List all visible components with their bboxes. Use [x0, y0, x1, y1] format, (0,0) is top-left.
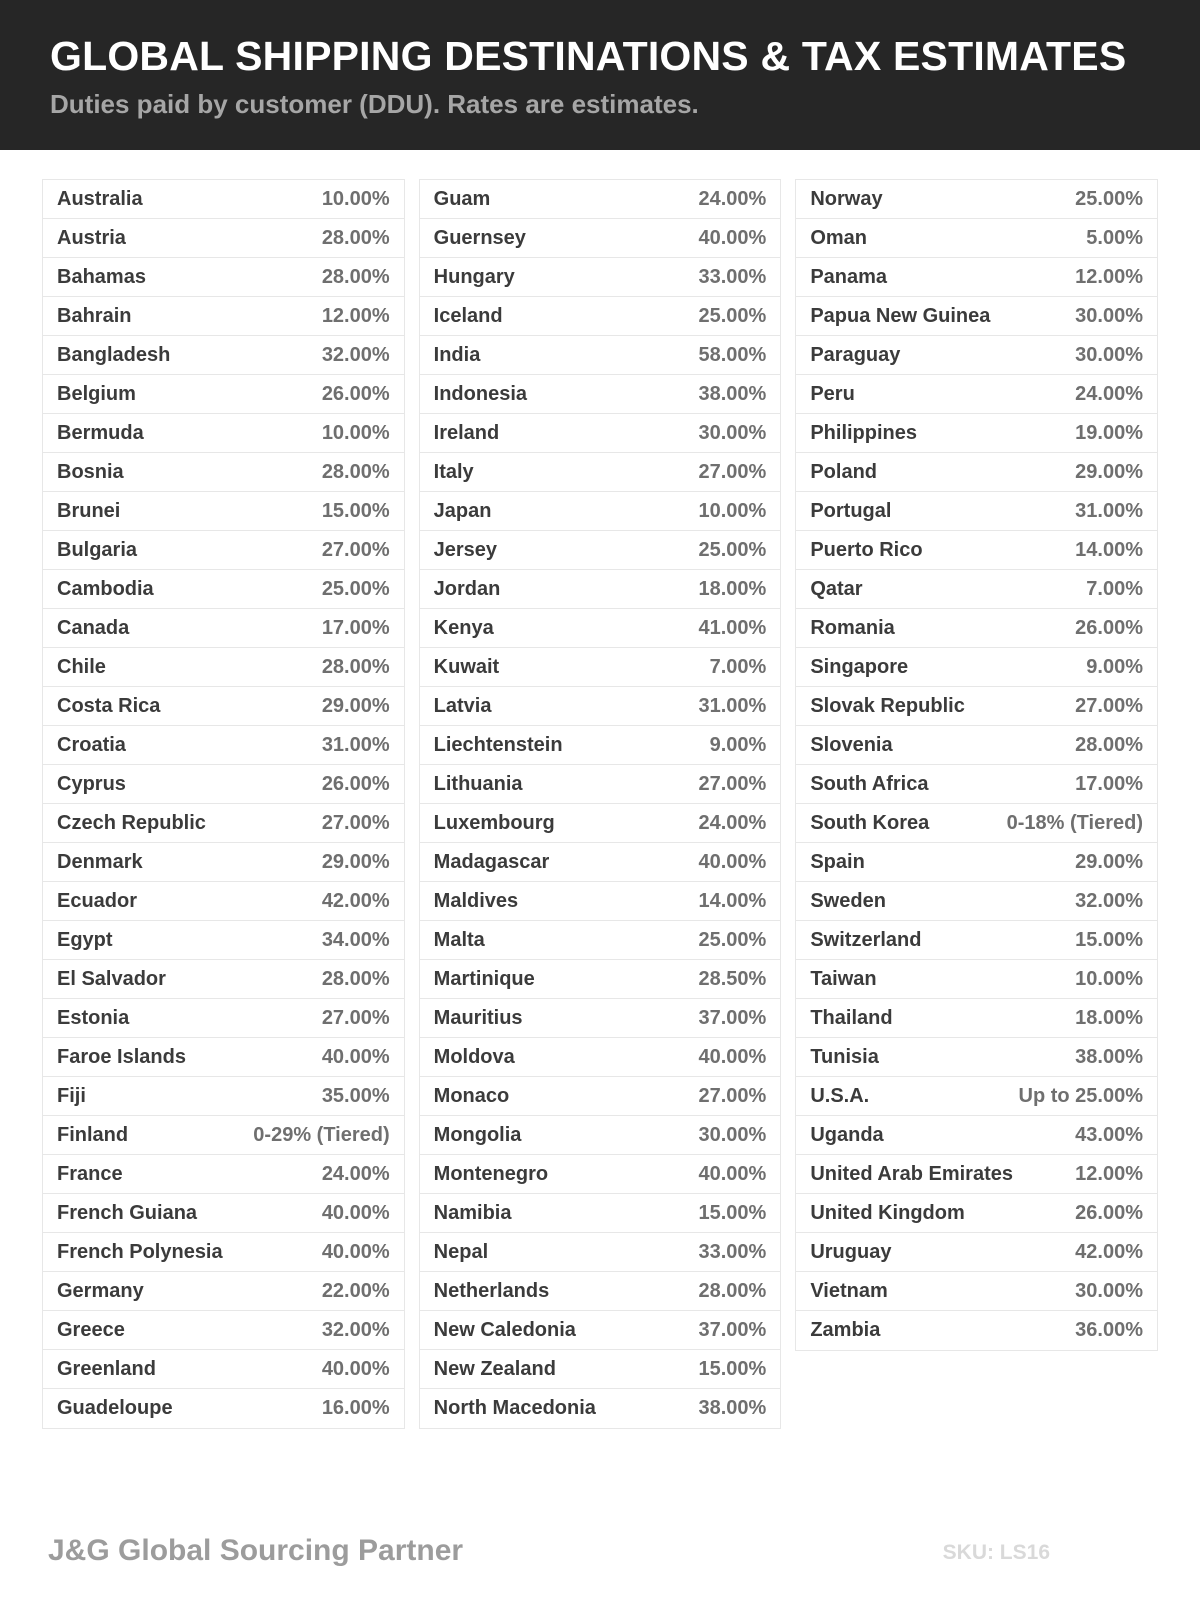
country-name: Greenland	[57, 1357, 156, 1380]
country-name: Zambia	[810, 1319, 881, 1341]
table-row	[796, 921, 1157, 960]
tax-rate: 34.00%	[321, 928, 390, 951]
country-name: Moldova	[433, 1045, 515, 1068]
table-row	[420, 1389, 781, 1428]
table-row	[420, 453, 781, 492]
rate-column-3	[795, 179, 1158, 1351]
country-name: Panama	[810, 265, 888, 288]
table-row	[43, 804, 404, 843]
table-row	[796, 804, 1157, 843]
tax-rate: 28.00%	[698, 1279, 767, 1302]
table-row	[43, 648, 404, 687]
country-name: Lithuania	[433, 772, 523, 795]
country-name: Bosnia	[57, 460, 124, 483]
country-name: India	[433, 343, 481, 366]
table-row	[796, 1038, 1157, 1077]
table-row	[420, 492, 781, 531]
table-row	[420, 1350, 781, 1389]
table-row	[796, 1077, 1157, 1116]
tax-rate: 35.00%	[321, 1084, 390, 1107]
table-row	[420, 258, 781, 297]
tax-rate: 40.00%	[698, 850, 767, 873]
country-name: United Kingdom	[810, 1201, 965, 1224]
tax-rate: 40.00%	[321, 1045, 390, 1068]
table-row	[420, 297, 781, 336]
tax-rate: 24.00%	[321, 1162, 390, 1185]
tax-rate: 27.00%	[698, 1084, 767, 1107]
country-name: Czech Republic	[57, 811, 206, 834]
table-row	[796, 414, 1157, 453]
tax-rate: 38.00%	[1075, 1045, 1143, 1068]
tax-rate: 22.00%	[321, 1279, 390, 1302]
tax-rate: 9.00%	[1086, 655, 1143, 678]
country-name: France	[57, 1162, 123, 1185]
country-name: Taiwan	[810, 967, 877, 990]
tax-rate: 38.00%	[698, 1397, 767, 1419]
country-name: Singapore	[810, 655, 909, 678]
table-row	[796, 570, 1157, 609]
tax-rate: 31.00%	[698, 694, 767, 717]
country-name: Maldives	[433, 889, 519, 912]
country-name: Vietnam	[810, 1279, 888, 1302]
country-name: Madagascar	[433, 850, 550, 873]
country-name: Guernsey	[433, 226, 526, 249]
country-name: Papua New Guinea	[810, 304, 991, 327]
header	[0, 0, 1200, 150]
table-row	[420, 180, 781, 219]
country-name: Bermuda	[57, 421, 144, 444]
tax-rate: 7.00%	[709, 655, 767, 678]
tax-rate: 42.00%	[1075, 1240, 1143, 1263]
country-name: Bahrain	[57, 304, 132, 327]
table-row	[420, 1077, 781, 1116]
brand-name: J&G Global Sourcing Partner	[48, 1534, 464, 1567]
table-row	[420, 648, 781, 687]
country-name: Brunei	[57, 499, 121, 522]
country-name: Latvia	[433, 694, 492, 717]
rate-column-1	[42, 179, 405, 1429]
country-name: South Korea	[810, 811, 930, 834]
country-name: Fiji	[57, 1084, 86, 1107]
tax-rate: 29.00%	[1075, 460, 1143, 483]
tax-rate: 16.00%	[321, 1397, 390, 1419]
table-row	[43, 258, 404, 297]
table-row	[796, 687, 1157, 726]
tax-rate: 30.00%	[698, 421, 767, 444]
tax-rate: 5.00%	[1086, 226, 1143, 249]
country-name: Montenegro	[433, 1162, 549, 1185]
table-row	[420, 960, 781, 999]
table-row	[43, 180, 404, 219]
tax-rate: 31.00%	[321, 733, 390, 756]
tax-rate: 37.00%	[698, 1006, 767, 1029]
tax-rate: 41.00%	[698, 616, 767, 639]
table-row	[796, 258, 1157, 297]
tax-rate: 25.00%	[321, 577, 390, 600]
tax-rate: 10.00%	[698, 499, 767, 522]
table-row	[796, 531, 1157, 570]
tax-rate: 26.00%	[1075, 616, 1143, 639]
table-row	[420, 804, 781, 843]
table-row	[796, 1272, 1157, 1311]
table-row	[43, 1311, 404, 1350]
tax-rate: 40.00%	[321, 1240, 390, 1263]
tax-rate: 15.00%	[1075, 928, 1143, 951]
tax-rate: 18.00%	[1075, 1006, 1143, 1029]
tax-rate: 30.00%	[1075, 1279, 1143, 1302]
tax-rate: 40.00%	[698, 226, 767, 249]
tax-rate: 27.00%	[698, 460, 767, 483]
tax-rate: 29.00%	[1075, 850, 1143, 873]
table-row	[43, 570, 404, 609]
table-row	[420, 414, 781, 453]
tax-rate: 28.00%	[321, 265, 390, 288]
country-name: Philippines	[810, 421, 918, 444]
table-row	[796, 492, 1157, 531]
country-name: Croatia	[57, 733, 126, 756]
country-name: French Guiana	[57, 1201, 198, 1224]
tax-rate: 30.00%	[1075, 304, 1143, 327]
table-row	[420, 882, 781, 921]
country-name: Uganda	[810, 1123, 884, 1146]
table-row	[43, 1155, 404, 1194]
tax-rate: 40.00%	[321, 1201, 390, 1224]
country-name: Costa Rica	[57, 694, 161, 717]
page-subtitle: Duties paid by customer (DDU). Rates are estimates.	[50, 89, 699, 119]
table-row	[420, 219, 781, 258]
table-row	[43, 843, 404, 882]
table-row	[420, 336, 781, 375]
table-row	[796, 1194, 1157, 1233]
tax-rate: 43.00%	[1075, 1123, 1143, 1146]
country-name: Namibia	[433, 1201, 512, 1224]
country-name: U.S.A.	[810, 1084, 870, 1107]
tax-rate: 15.00%	[321, 499, 390, 522]
country-name: Jersey	[433, 538, 498, 561]
country-name: Portugal	[810, 499, 892, 522]
country-name: Malta	[433, 928, 485, 951]
table-row	[43, 1350, 404, 1389]
table-row	[43, 1116, 404, 1155]
tax-rate: 26.00%	[321, 382, 390, 405]
table-row	[43, 414, 404, 453]
table-row	[43, 960, 404, 999]
table-row	[796, 960, 1157, 999]
country-name: Austria	[57, 226, 126, 249]
tax-rate: 0-18% (Tiered)	[1006, 811, 1143, 834]
table-row	[420, 1155, 781, 1194]
tax-rate: 31.00%	[1075, 499, 1143, 522]
table-row	[420, 726, 781, 765]
tax-rate: 17.00%	[1075, 772, 1143, 795]
country-name: Puerto Rico	[810, 538, 923, 561]
tax-rate: 30.00%	[1075, 343, 1143, 366]
tax-rate: 14.00%	[698, 889, 767, 912]
country-name: Mauritius	[433, 1006, 523, 1029]
table-row	[420, 921, 781, 960]
country-name: Luxembourg	[433, 811, 555, 834]
table-row	[43, 921, 404, 960]
country-name: Bulgaria	[57, 538, 138, 561]
tax-rate: Up to 25.00%	[1018, 1084, 1143, 1107]
tax-rate: 17.00%	[321, 616, 390, 639]
table-row	[420, 531, 781, 570]
table-row	[43, 492, 404, 531]
table-row	[43, 297, 404, 336]
tax-rate: 28.00%	[321, 967, 390, 990]
tax-rate: 32.00%	[321, 343, 390, 366]
tax-rate: 24.00%	[1075, 382, 1143, 405]
table-row	[43, 726, 404, 765]
tax-rate: 7.00%	[1086, 577, 1143, 600]
table-row	[43, 765, 404, 804]
tax-rate: 38.00%	[698, 382, 767, 405]
table-row	[420, 1233, 781, 1272]
country-name: Qatar	[810, 577, 863, 600]
country-name: Mongolia	[433, 1123, 522, 1146]
rate-table	[42, 179, 1158, 1429]
tax-rate: 12.00%	[1075, 265, 1143, 288]
country-name: Kenya	[433, 616, 494, 639]
table-row	[420, 843, 781, 882]
country-name: Ecuador	[57, 889, 138, 912]
table-row	[43, 375, 404, 414]
tax-rate: 29.00%	[321, 850, 390, 873]
table-row	[43, 1233, 404, 1272]
country-name: New Caledonia	[433, 1318, 576, 1341]
country-name: Norway	[810, 187, 883, 210]
country-name: Hungary	[433, 265, 515, 288]
table-row	[796, 219, 1157, 258]
table-row	[43, 999, 404, 1038]
table-row	[420, 1116, 781, 1155]
country-name: Belgium	[57, 382, 136, 405]
country-name: Kuwait	[433, 655, 500, 678]
table-row	[43, 1038, 404, 1077]
tax-rate: 33.00%	[698, 1240, 767, 1263]
country-name: Cyprus	[57, 772, 126, 795]
tax-rate: 42.00%	[321, 889, 390, 912]
tax-rate: 26.00%	[1075, 1201, 1143, 1224]
country-name: Denmark	[57, 850, 143, 873]
tax-rate: 25.00%	[1075, 187, 1143, 210]
table-row	[420, 375, 781, 414]
tax-rate: 37.00%	[698, 1318, 767, 1341]
tax-rate: 25.00%	[698, 304, 767, 327]
table-row	[796, 453, 1157, 492]
table-row	[796, 609, 1157, 648]
table-row	[796, 999, 1157, 1038]
tax-rate: 25.00%	[698, 928, 767, 951]
tax-rate: 28.00%	[321, 226, 390, 249]
tax-rate: 58.00%	[698, 343, 767, 366]
table-row	[796, 765, 1157, 804]
country-name: Martinique	[433, 967, 535, 990]
table-row	[420, 687, 781, 726]
page-title: GLOBAL SHIPPING DESTINATIONS & TAX ESTIMATES	[50, 33, 1127, 79]
tax-rate: 0-29% (Tiered)	[253, 1123, 390, 1146]
table-row	[420, 1038, 781, 1077]
tax-rate: 32.00%	[1075, 889, 1143, 912]
table-row	[43, 609, 404, 648]
country-name: Bahamas	[57, 265, 146, 288]
tax-rate: 12.00%	[1075, 1162, 1143, 1185]
table-row	[43, 219, 404, 258]
table-row	[43, 1389, 404, 1428]
tax-rate: 15.00%	[698, 1201, 767, 1224]
country-name: Netherlands	[433, 1279, 550, 1302]
tax-rate: 19.00%	[1075, 421, 1143, 444]
country-name: Switzerland	[810, 928, 922, 951]
table-row	[796, 1116, 1157, 1155]
tax-rate: 10.00%	[1075, 967, 1143, 990]
country-name: Poland	[810, 460, 877, 483]
tax-rate: 40.00%	[698, 1162, 767, 1185]
country-name: Spain	[810, 850, 865, 873]
tax-rate: 18.00%	[698, 577, 767, 600]
table-row	[420, 1272, 781, 1311]
country-name: Estonia	[57, 1006, 130, 1029]
country-name: Ireland	[433, 421, 500, 444]
tax-rate: 28.00%	[321, 655, 390, 678]
tax-rate: 40.00%	[321, 1357, 390, 1380]
table-row	[43, 1272, 404, 1311]
country-name: Oman	[810, 226, 868, 249]
tax-rate: 9.00%	[709, 733, 767, 756]
tax-rate: 29.00%	[321, 694, 390, 717]
table-row	[43, 336, 404, 375]
country-name: Romania	[810, 616, 895, 639]
tax-rate: 12.00%	[321, 304, 390, 327]
table-row	[796, 180, 1157, 219]
country-name: Cambodia	[57, 577, 154, 600]
country-name: Liechtenstein	[433, 733, 563, 756]
country-name: Indonesia	[433, 382, 528, 405]
country-name: Guadeloupe	[57, 1397, 173, 1419]
tax-rate: 27.00%	[698, 772, 767, 795]
country-name: Thailand	[810, 1006, 893, 1029]
table-row	[796, 1233, 1157, 1272]
table-row	[420, 765, 781, 804]
country-name: Germany	[57, 1279, 144, 1302]
table-row	[420, 1194, 781, 1233]
country-name: Bangladesh	[57, 343, 171, 366]
tax-rate: 28.50%	[698, 967, 767, 990]
country-name: South Africa	[810, 772, 929, 795]
tax-rate: 24.00%	[698, 187, 767, 210]
country-name: New Zealand	[433, 1357, 556, 1380]
table-row	[796, 375, 1157, 414]
table-row	[420, 609, 781, 648]
tax-rate: 10.00%	[321, 421, 390, 444]
country-name: Guam	[433, 187, 491, 210]
country-name: Italy	[433, 460, 474, 483]
tax-rate: 33.00%	[698, 265, 767, 288]
country-name: French Polynesia	[57, 1240, 223, 1263]
tax-rate: 10.00%	[321, 187, 390, 210]
country-name: Tunisia	[810, 1045, 879, 1068]
country-name: Jordan	[433, 577, 501, 600]
tax-rate: 32.00%	[321, 1318, 390, 1341]
tax-rate: 26.00%	[321, 772, 390, 795]
table-row	[43, 882, 404, 921]
country-name: Iceland	[433, 304, 503, 327]
country-name: Paraguay	[810, 343, 901, 366]
country-name: Uruguay	[810, 1240, 892, 1263]
table-row	[43, 1194, 404, 1233]
country-name: Greece	[57, 1318, 125, 1341]
country-name: Egypt	[57, 928, 113, 951]
country-name: Slovenia	[810, 733, 893, 756]
country-name: Slovak Republic	[810, 694, 965, 717]
tax-rate: 28.00%	[1075, 733, 1143, 756]
country-name: El Salvador	[57, 967, 166, 990]
tax-rate: 27.00%	[321, 1006, 390, 1029]
table-row	[43, 453, 404, 492]
country-name: Peru	[810, 382, 855, 405]
country-name: Finland	[57, 1123, 129, 1146]
rate-column-2	[419, 179, 782, 1429]
tax-rate: 28.00%	[321, 460, 390, 483]
tax-rate: 27.00%	[1075, 694, 1143, 717]
table-row	[796, 336, 1157, 375]
country-name: Australia	[57, 187, 143, 210]
tax-rate: 15.00%	[698, 1357, 767, 1380]
table-row	[43, 1077, 404, 1116]
table-row	[796, 882, 1157, 921]
table-row	[796, 648, 1157, 687]
country-name: Monaco	[433, 1084, 510, 1107]
country-name: North Macedonia	[433, 1397, 596, 1419]
table-row	[796, 843, 1157, 882]
sku-label: SKU: LS16	[942, 1541, 1050, 1564]
country-name: Faroe Islands	[57, 1045, 186, 1068]
country-name: Chile	[57, 655, 106, 678]
table-row	[420, 999, 781, 1038]
tax-rate: 30.00%	[698, 1123, 767, 1146]
tax-rate: 14.00%	[1075, 538, 1143, 561]
table-row	[420, 570, 781, 609]
country-name: Nepal	[433, 1240, 489, 1263]
country-name: Sweden	[810, 889, 886, 912]
tax-rate: 27.00%	[321, 811, 390, 834]
table-row	[420, 1311, 781, 1350]
table-row	[43, 687, 404, 726]
tax-rate: 40.00%	[698, 1045, 767, 1068]
tax-rate: 25.00%	[698, 538, 767, 561]
tax-rate: 24.00%	[698, 811, 767, 834]
country-name: Canada	[57, 616, 130, 639]
table-row	[796, 1311, 1157, 1350]
tax-rate: 27.00%	[321, 538, 390, 561]
table-row	[796, 1155, 1157, 1194]
country-name: United Arab Emirates	[810, 1162, 1013, 1185]
country-name: Japan	[433, 499, 492, 522]
table-row	[796, 297, 1157, 336]
table-row	[796, 726, 1157, 765]
tax-rate: 36.00%	[1075, 1319, 1143, 1341]
table-row	[43, 531, 404, 570]
